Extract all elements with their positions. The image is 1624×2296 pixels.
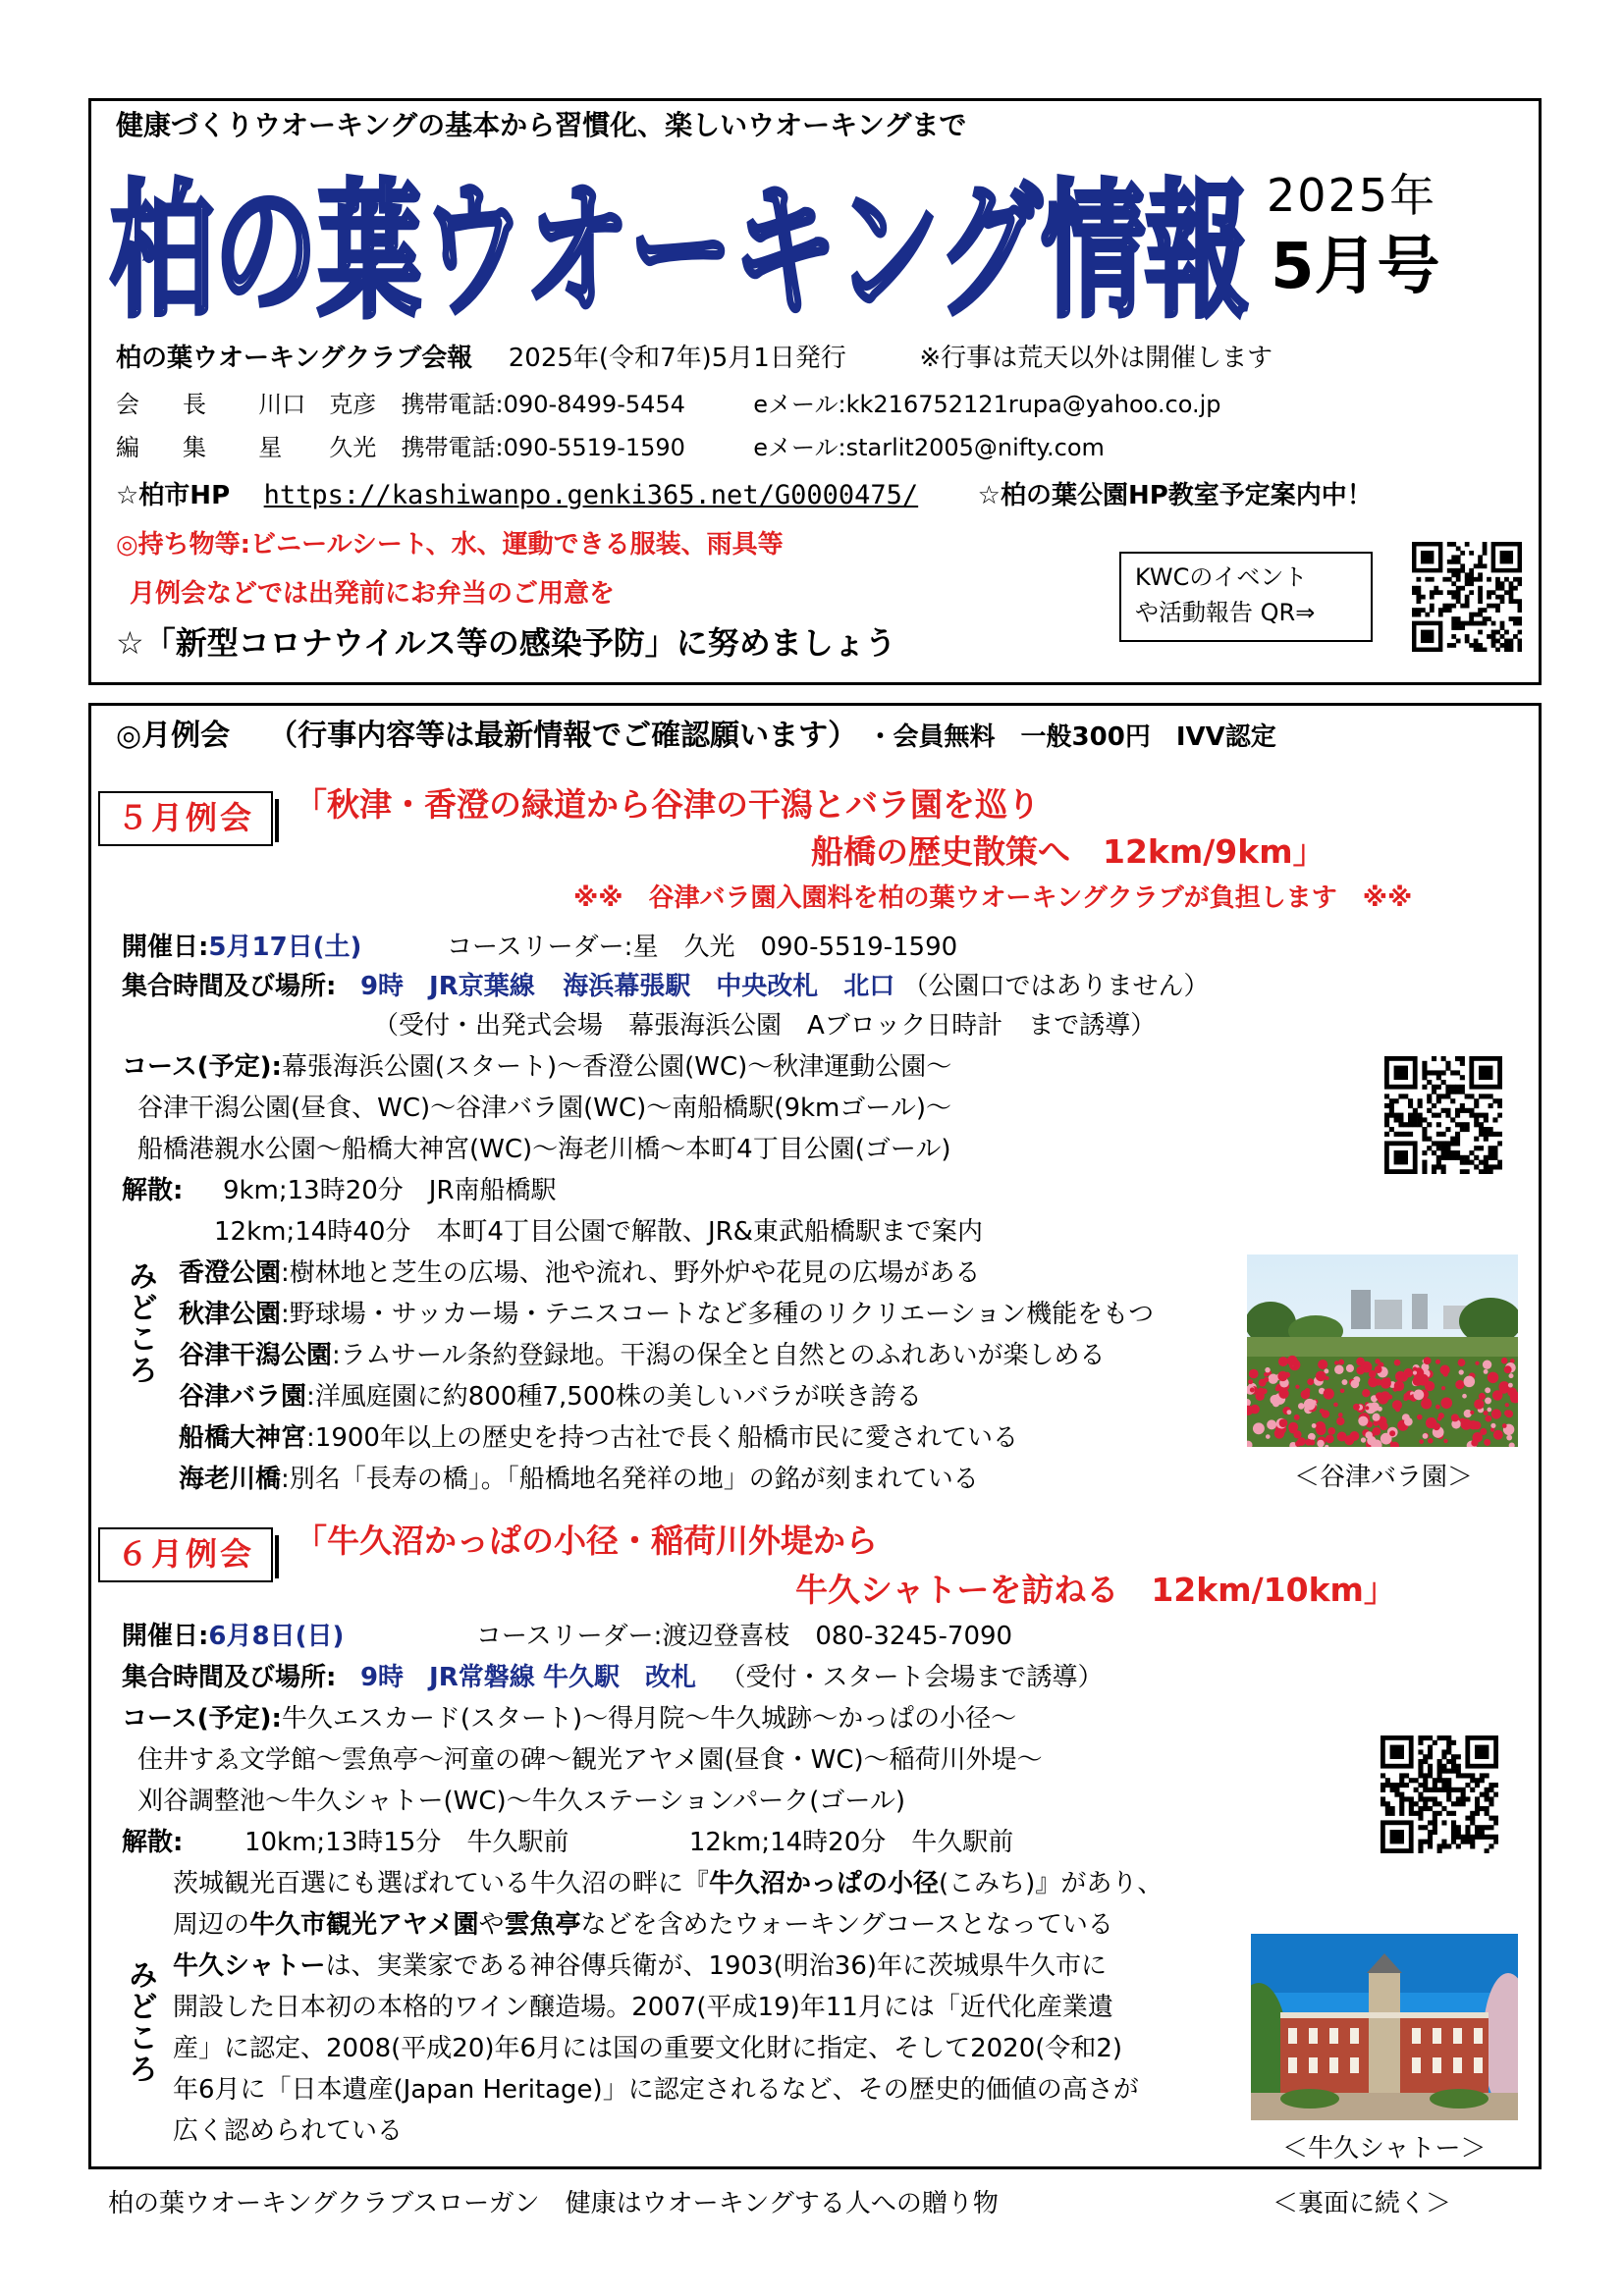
may-highlight-row [179,1382,922,1412]
monthly-heading: ◎月例会 [116,719,231,753]
editor-role: 編 集 [116,434,216,461]
june-course-qr-code[interactable] [1380,1735,1498,1853]
may-date-line [122,933,957,962]
may-highlight-name-4: 谷津バラ園 [179,1382,307,1412]
may-title-2: 船橋の歴史散策へ 12km/9km」 [811,832,1326,871]
may-meet-label: 集合時間及び場所: [122,972,337,1001]
chateau-photo [1251,1934,1518,2120]
may-leader-label: コースリーダー: [446,933,633,962]
editor-line [116,434,1105,461]
may-highlight-name-3: 谷津干潟公園 [179,1341,333,1370]
president-name: 川口 克彦 [258,391,377,418]
items-to-bring: ◎持ち物等:ビニールシート、水、運動できる服装、雨具等 [116,530,784,560]
may-highlight-name-5: 船橋大神宮 [179,1423,307,1453]
issue-year: 2025年 [1267,169,1437,222]
may-meet-place: 海浜幕張駅 中央改札 北口 [563,972,895,1001]
qr-info-line-2: や活動報告 QR⇒ [1135,599,1316,626]
president-phone-label: 携帯電話: [401,391,504,418]
rose-field-dots [1247,1255,1518,1447]
may-title-1: 「秋津・香澄の緑道から谷津の干潟とバラ園を巡り [295,785,1040,824]
june-hl-1c: (こみち)』があり、 [939,1869,1164,1898]
club-info-line [116,344,1272,373]
may-course-qr-code[interactable] [1384,1056,1502,1174]
may-highlight-row [179,1341,1105,1370]
club-info: 柏の葉ウオーキングクラブ会報 [116,344,473,373]
may-dismiss-label: 解散: [122,1176,184,1205]
june-course-label: コース(予定): [122,1704,282,1734]
president-phone: 090-8499-5454 [503,391,685,418]
may-highlight-name-6: 海老川橋 [179,1465,282,1494]
may-highlight-name-1: 香澄公園 [179,1258,282,1288]
may-highlight-row [179,1465,979,1494]
president-line [116,391,1221,418]
may-dismiss-1: 9km;13時20分 JR南船橋駅 [222,1176,557,1205]
president-mail[interactable]: kk216752121rupa@yahoo.co.jp [845,391,1221,418]
weather-note: ※行事は荒天以外は開催します [919,344,1273,373]
may-dismiss-line-1 [122,1176,557,1205]
editor-name: 星 久光 [258,434,377,461]
may-notice: ※※ 谷津バラ園入園料を柏の葉ウオーキングクラブが負担します ※※ [573,883,1413,913]
june-hl-3a: 牛久シャトー [173,1951,326,1981]
may-tag: ５月例会 [98,791,273,846]
may-dismiss-2: 12km;14時40分 本町4丁目公園で解散、JR&東武船橋駅まで案内 [214,1217,983,1247]
president-role: 会 長 [116,391,216,418]
june-leader-label: コースリーダー: [475,1622,663,1651]
june-dismiss-2: 12km;14時20分 牛久駅前 [688,1828,1014,1857]
issue-month: 5月号 [1271,231,1440,303]
editor-phone-label: 携帯電話: [401,434,504,461]
may-date-label: 開催日: [122,933,209,962]
covid-note: ☆「新型コロナウイルス等の感染予防」に努めましょう [116,624,896,662]
published-date: 2025年(令和7年)5月1日発行 [508,344,846,373]
may-course-3: 船橋港親水公園～船橋大神宮(WC)～海老川橋～本町4丁目公園(ゴール) [137,1135,951,1164]
hp-line [116,481,1373,510]
may-highlight-row [179,1423,1018,1453]
may-course-1: 幕張海浜公園(スタート)～香澄公園(WC)～秋津運動公園～ [281,1052,952,1082]
may-meet-line [122,972,1210,1001]
newsletter-title [106,157,1255,329]
may-date: 5月17日(土) [208,933,362,962]
chateau-caption: ＜牛久シャトー＞ [1282,2134,1487,2163]
june-dismiss-line [122,1828,1013,1857]
hp-note: ☆柏の葉公園HP教室予定案内中！ [977,481,1373,510]
june-date-line [122,1622,1012,1651]
editor-mail[interactable]: starlit2005@nifty.com [845,434,1105,461]
june-title-1: 「牛久沼かっぱの小径・稲荷川外堤から [295,1522,878,1560]
may-meet-sub: （受付・出発式会場 幕張海浜公園 Aブロック日時計 まで誘導） [373,1011,1157,1041]
june-meet-place: 牛久駅 改札 [543,1663,697,1692]
june-title-2: 牛久シャトーを訪ねる 12km/10km」 [795,1571,1396,1609]
june-hl-2c: や [478,1910,505,1940]
may-highlight-text-6: :別名「長寿の橋」。「船橋地名発祥の地」の銘が刻まれている [281,1465,979,1494]
editor-mail-label: eメール: [753,434,846,461]
rose-garden-photo [1247,1255,1518,1447]
president-mail-label: eメール: [753,391,846,418]
may-course-line-1 [122,1052,951,1082]
june-date-label: 開催日: [122,1622,209,1651]
june-dismiss-1: 10km;13時15分 牛久駅前 [244,1828,569,1857]
june-meet-time: 9時 JR常磐線 [359,1663,535,1692]
june-hl-2b: 牛久市観光アヤメ園 [249,1910,479,1940]
june-leader: 渡辺登喜枝 080-3245-7090 [662,1622,1013,1651]
may-meet-note: （公園口ではありません） [902,972,1210,1001]
june-meet-label: 集合時間及び場所: [122,1663,337,1692]
monthly-heading-note: （行事内容等は最新情報でご確認願います） [268,719,858,753]
june-hl-3b: は、実業家である神谷傳兵衛が、1903(明治36)年に茨城県牛久市に [325,1951,1108,1981]
may-highlight-row [179,1258,980,1288]
june-hl-2e: などを含めたウォーキングコースとなっている [580,1910,1113,1940]
june-highlight-line-2 [173,1910,1113,1940]
june-tag: ６月例会 [98,1527,273,1582]
monthly-fees: ・会員無料 一般300円 IVV認定 [867,722,1276,752]
may-highlight-text-5: :1900年以上の歴史を持つ古社で長く船橋市民に愛されている [306,1423,1018,1453]
qr-info-line-1: KWCのイベント [1135,563,1308,591]
may-meet-time: 9時 JR京葉線 [359,972,535,1001]
newsletter-title-text: 柏の葉ウオーキング情報 [110,167,1249,329]
chateau-windows [1251,1934,1518,2120]
june-course-3: 刈谷調整池～牛久シャトー(WC)～牛久ステーションパーク(ゴール) [137,1787,906,1816]
may-highlights-label: みどころ [123,1260,157,1386]
footer-continued: ＜裏面に続く＞ [1272,2189,1452,2218]
june-hl-1b: 牛久沼かっぱの小径 [709,1869,940,1898]
may-course-label: コース(予定): [122,1052,282,1082]
may-highlight-row [179,1300,1154,1329]
june-highlight-line-5: 産」に認定、2008(平成20)年6月には国の重要文化財に指定、そして2020(令和2) [173,2034,1123,2063]
monthly-heading-line [116,719,1276,755]
june-meet-note: （受付・スタート会場まで誘導） [720,1663,1104,1692]
june-course-line-1 [122,1704,1016,1734]
june-highlight-line-3 [173,1951,1107,1981]
tagline: 健康づくりウオーキングの基本から習慣化、楽しいウオーキングまで [116,109,967,141]
june-course-1: 牛久エスカード(スタート)～得月院～牛久城跡～かっぱの小径～ [281,1704,1017,1734]
june-hl-2a: 周辺の [173,1910,250,1940]
june-dismiss-label: 解散: [122,1828,184,1857]
may-highlight-text-1: :樹林地と芝生の広場、池や流れ、野外炉や花見の広場がある [281,1258,981,1288]
june-course-2: 住井すゑ文学館～雲魚亭～河童の碑～観光アヤメ園(昼食・WC)～稲荷川外堤～ [137,1745,1043,1775]
may-highlight-name-2: 秋津公園 [179,1300,282,1329]
june-highlight-line-4: 開設した日本初の本格的ワイン醸造場。2007(平成19)年11月には「近代化産業遺 [173,1993,1113,2022]
may-course-2: 谷津干潟公園(昼食、WC)～谷津バラ園(WC)～南船橋駅(9kmゴール)～ [137,1094,951,1123]
editor-phone: 090-5519-1590 [503,434,685,461]
hp-url-link[interactable]: https://kashiwanpo.genki365.net/G0000475/ [263,480,919,510]
hp-label: ☆柏市HP [116,481,231,510]
rose-garden-caption: ＜谷津バラ園＞ [1294,1463,1474,1492]
june-highlight-line-1 [173,1869,1163,1898]
lunch-note: 月例会などでは出発前にお弁当のご用意を [130,579,616,609]
qr-info-box [1119,552,1373,642]
june-highlights-label: みどころ [123,1959,157,2085]
footer-slogan: 柏の葉ウオーキングクラブスローガン 健康はウオーキングする人への贈り物 [108,2189,999,2218]
may-highlight-text-3: :ラムサール条約登録地。干潟の保全と自然とのふれあいが楽しめる [332,1341,1106,1370]
june-highlight-line-6: 年6月に「日本遺産(Japan Heritage)」に認定されるなど、その歴史的価値の高さが [173,2075,1139,2105]
may-highlight-text-4: :洋風庭園に約800種7,500株の美しいバラが咲き誇る [306,1382,922,1412]
kwc-qr-code[interactable] [1412,542,1522,652]
june-date: 6月8日(日) [208,1622,345,1651]
june-hl-2d: 雲魚亭 [504,1910,581,1940]
june-highlight-line-7: 広く認められている [173,2116,404,2146]
may-highlight-text-2: :野球場・サッカー場・テニスコートなど多種のリクリエーション機能をもつ [281,1300,1155,1329]
june-hl-1a: 茨城観光百選にも選ばれている牛久沼の畔に『 [173,1869,710,1898]
june-meet-line [122,1663,1104,1692]
may-leader: 星 久光 090-5519-1590 [632,933,958,962]
